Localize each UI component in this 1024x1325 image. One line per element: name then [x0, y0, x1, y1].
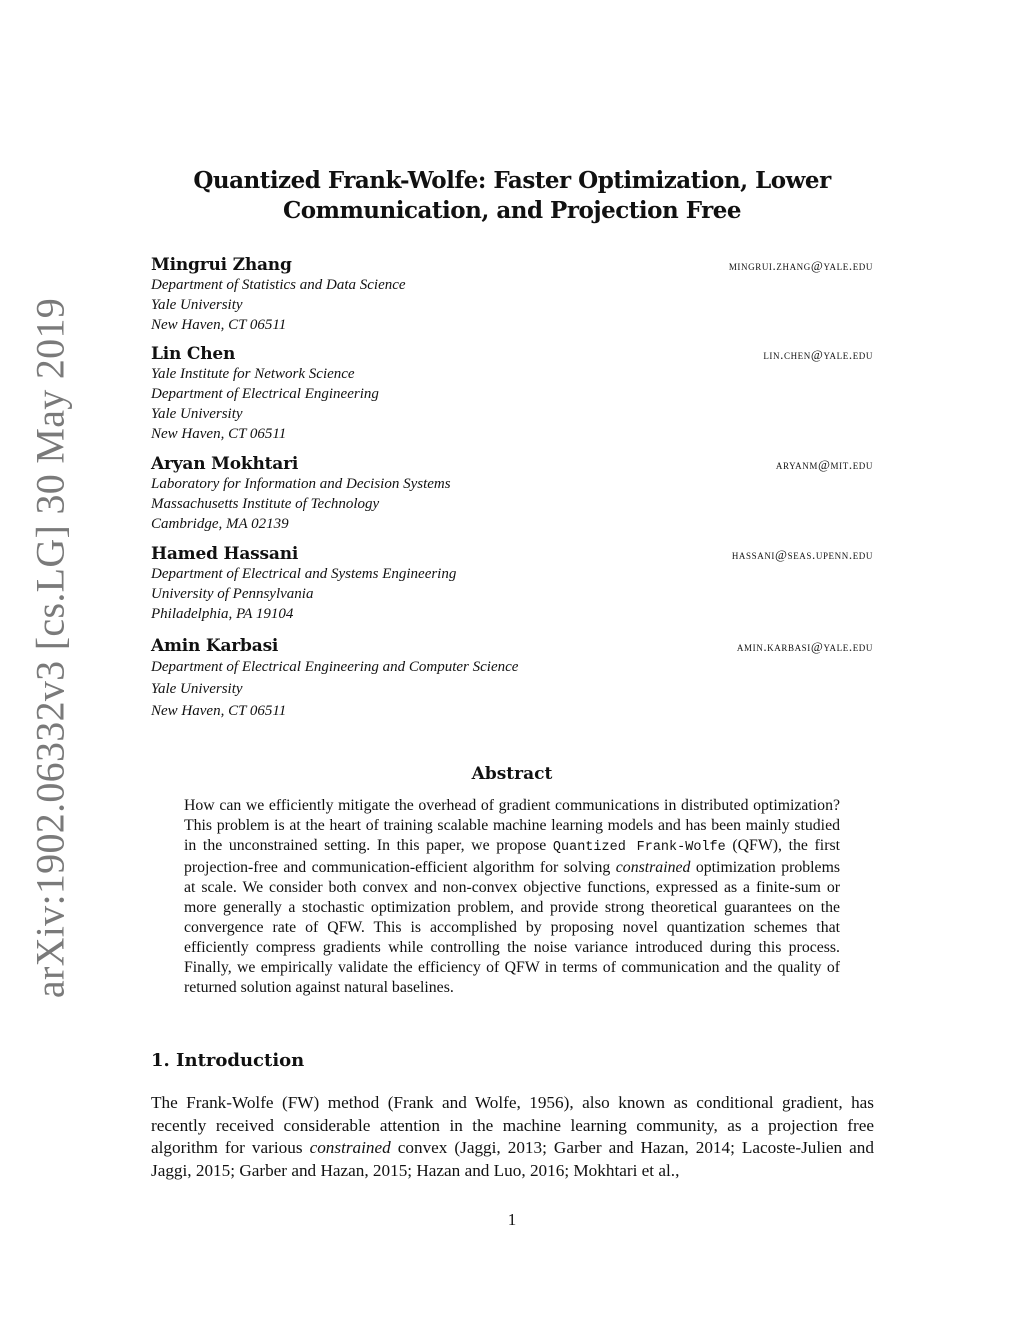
author-name: Amin Karbasi — [151, 636, 279, 656]
author-name: Lin Chen — [151, 344, 236, 364]
author-email: aryanm@mit.edu — [775, 457, 873, 472]
affiliation-line: Yale University — [151, 297, 243, 313]
author-email: hassani@seas.upenn.edu — [731, 547, 873, 562]
affiliation-line: University of Pennsylvania — [151, 586, 314, 602]
author-block — [151, 454, 873, 534]
affiliation-line: Department of Electrical Engineering and Computer Science — [151, 659, 519, 675]
abstract-text-part: (QFW), the first projection-free and communication-efficient algorithm for solving — [184, 837, 840, 876]
affiliation-line: Department of Electrical and Systems Engineering — [151, 566, 457, 582]
author-block — [151, 344, 873, 444]
abstract-text-part: optimization problems at scale. We consider both convex and non-convex objective functions, expressed as a finite-sum or more generally a stochastic optimization problem, and provide strong theoretical guarantees on the convergence rate of QFW. This is accomplished by proposing novel quantization schemes that efficiently compress gradients while controlling the noise variance introduced during this process. Finally, we empirically validate the efficiency of QFW in terms of communication and the quality of returned solution against natural baselines. — [184, 859, 840, 996]
affiliation-line: Massachusetts Institute of Technology — [151, 496, 380, 512]
author-email: mingrui.zhang@yale.edu — [728, 258, 873, 273]
author-name: Aryan Mokhtari — [151, 454, 299, 474]
author-name: Mingrui Zhang — [151, 255, 292, 275]
affiliation-line: Department of Statistics and Data Science — [151, 277, 406, 293]
page-number: 1 — [507, 1210, 517, 1229]
author-block — [151, 636, 873, 722]
emphasis-text: constrained — [615, 859, 691, 876]
affiliation-line: Department of Electrical Engineering — [151, 386, 379, 402]
affiliation-line: New Haven, CT 06511 — [151, 317, 287, 333]
title-line-2: Communication, and Projection Free — [282, 197, 741, 224]
author-block — [151, 255, 873, 335]
affiliation-line: New Haven, CT 06511 — [151, 426, 287, 442]
affiliation-line: Philadelphia, PA 19104 — [151, 606, 294, 622]
paper-title — [150, 166, 874, 226]
abstract-heading: Abstract — [471, 764, 553, 784]
introduction-text-part: convex (Jaggi, 2013; Garber and Hazan, 2014; Lacoste-Julien and Jaggi, 2015; Garber and Hazan, 2015; Hazan and Luo, 2016; Mokhtari et al., — [151, 1138, 874, 1180]
affiliation-line: Yale University — [151, 406, 243, 422]
title-line-1: Quantized Frank-Wolfe: Faster Optimization, Lower — [193, 167, 831, 194]
introduction-text-part: The Frank-Wolfe (FW) method (Frank and Wolfe, 1956), also known as conditional gradient, has recently received considerable attention in the machine learning community, as a projection free algorithm for various — [151, 1093, 874, 1158]
affiliation-line: Yale University — [151, 681, 243, 697]
affiliation-line: New Haven, CT 06511 — [151, 703, 287, 719]
author-name: Hamed Hassani — [151, 544, 299, 564]
arxiv-identifier: arXiv:1902.06332v3 [cs.LG] 30 May 2019 — [27, 297, 73, 999]
introduction-text — [151, 1092, 874, 1182]
section-heading-introduction: 1. Introduction — [151, 1050, 305, 1071]
abstract-text — [184, 796, 840, 998]
algorithm-name: Quantized Frank-Wolfe — [552, 840, 726, 855]
emphasis-text: constrained — [309, 1138, 391, 1158]
affiliation-line: Laboratory for Information and Decision Systems — [151, 476, 451, 492]
author-email: amin.karbasi@yale.edu — [736, 639, 873, 654]
affiliation-line: Yale Institute for Network Science — [151, 366, 355, 382]
affiliation-line: Cambridge, MA 02139 — [151, 516, 289, 532]
author-block — [151, 544, 873, 624]
author-email: lin.chen@yale.edu — [763, 347, 873, 362]
abstract-text-part: How can we efficiently mitigate the overhead of gradient communications in distributed optimization? This problem is at the heart of training scalable machine learning models and has been mainly studied in the unconstrained setting. In this paper, we propose — [184, 797, 840, 854]
